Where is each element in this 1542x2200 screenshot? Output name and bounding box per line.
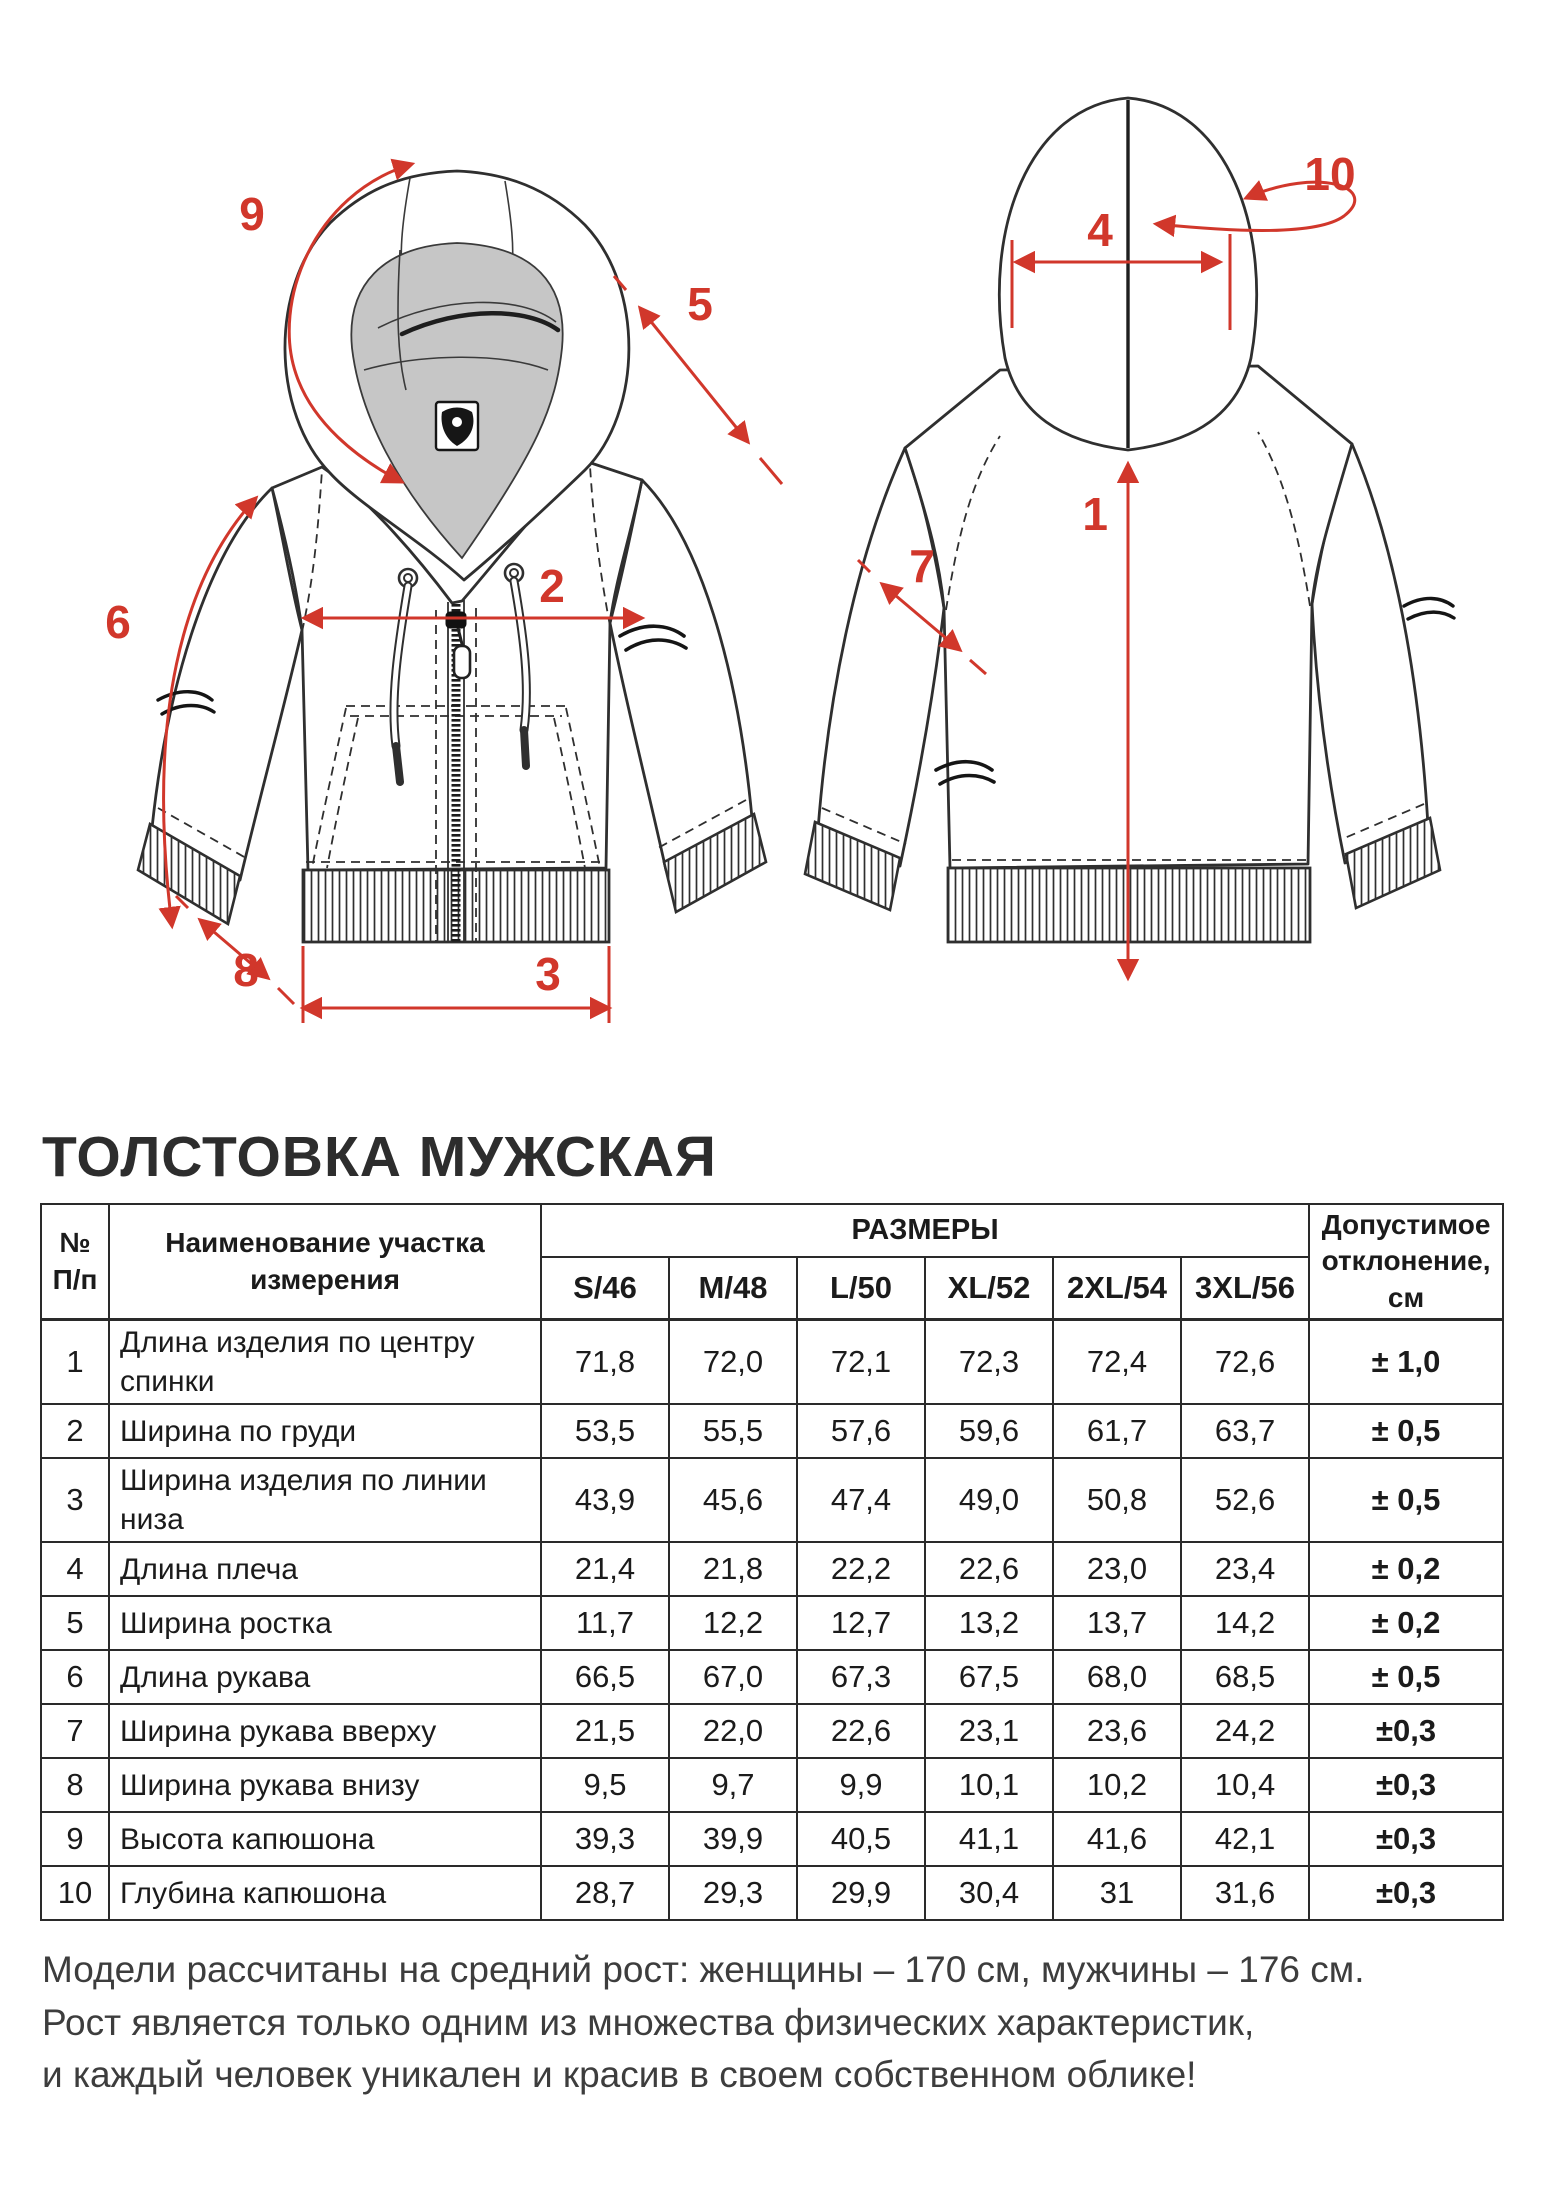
- size-value-cell: 41,6: [1053, 1812, 1181, 1866]
- tolerance-cell: ±0,3: [1309, 1866, 1503, 1920]
- measurement-name-cell: Ширина рукава внизу: [109, 1758, 541, 1812]
- size-value-cell: 52,6: [1181, 1458, 1309, 1542]
- size-value-cell: 49,0: [925, 1458, 1053, 1542]
- tolerance-cell: ±0,3: [1309, 1704, 1503, 1758]
- size-table-row: [41, 1458, 1503, 1542]
- size-value-cell: 66,5: [541, 1650, 669, 1704]
- measure-label-1: 1: [1082, 488, 1108, 540]
- measurement-name-cell: Длина плеча: [109, 1542, 541, 1596]
- size-value-cell: 24,2: [1181, 1704, 1309, 1758]
- measure-label-6: 6: [105, 596, 131, 648]
- size-value-cell: 9,5: [541, 1758, 669, 1812]
- measure-label-8: 8: [233, 944, 259, 996]
- hoodie-measurement-diagram: [0, 18, 1542, 1068]
- tolerance-cell: ± 0,5: [1309, 1458, 1503, 1542]
- row-number-cell: 10: [41, 1866, 109, 1920]
- size-value-cell: 72,3: [925, 1320, 1053, 1405]
- tolerance-cell: ± 0,5: [1309, 1404, 1503, 1458]
- size-value-cell: 47,4: [797, 1458, 925, 1542]
- size-value-cell: 11,7: [541, 1596, 669, 1650]
- size-value-cell: 22,6: [797, 1704, 925, 1758]
- footer-note: [42, 1944, 1512, 2102]
- header-measurement-name: Наименование участка измерения: [109, 1204, 541, 1320]
- size-value-cell: 21,4: [541, 1542, 669, 1596]
- size-table-row: [41, 1866, 1503, 1920]
- size-value-cell: 67,5: [925, 1650, 1053, 1704]
- size-value-cell: 29,3: [669, 1866, 797, 1920]
- size-value-cell: 10,1: [925, 1758, 1053, 1812]
- size-value-cell: 10,2: [1053, 1758, 1181, 1812]
- size-value-cell: 41,1: [925, 1812, 1053, 1866]
- row-number-cell: 9: [41, 1812, 109, 1866]
- back-wrinkle-mark-right: [1404, 598, 1454, 619]
- size-value-cell: 39,3: [541, 1812, 669, 1866]
- size-value-cell: 28,7: [541, 1866, 669, 1920]
- row-number-cell: 1: [41, 1320, 109, 1405]
- size-table-row: [41, 1596, 1503, 1650]
- measurement-name-cell: Длина изделия по центру спинки: [109, 1320, 541, 1405]
- tolerance-cell: ±0,3: [1309, 1812, 1503, 1866]
- size-value-cell: 21,5: [541, 1704, 669, 1758]
- size-value-cell: 9,7: [669, 1758, 797, 1812]
- size-value-cell: 68,5: [1181, 1650, 1309, 1704]
- size-value-cell: 13,7: [1053, 1596, 1181, 1650]
- hood-label-patch: [436, 402, 478, 450]
- size-value-cell: 53,5: [541, 1404, 669, 1458]
- measure-label-7: 7: [909, 540, 935, 592]
- footer-line-2: Рост является только одним из множества физических характеристик,: [42, 2001, 1255, 2043]
- measurement-name-cell: Ширина рукава вверху: [109, 1704, 541, 1758]
- size-value-cell: 29,9: [797, 1866, 925, 1920]
- size-value-cell: 12,2: [669, 1596, 797, 1650]
- header-size-m48: M/48: [669, 1257, 797, 1320]
- header-row-number: № П/п: [41, 1204, 109, 1320]
- size-value-cell: 63,7: [1181, 1404, 1309, 1458]
- header-tolerance: Допустимое отклонение, см: [1309, 1204, 1503, 1320]
- size-table-row: [41, 1812, 1503, 1866]
- row-number-cell: 3: [41, 1458, 109, 1542]
- size-value-cell: 40,5: [797, 1812, 925, 1866]
- measure-label-3: 3: [535, 948, 561, 1000]
- size-value-cell: 67,0: [669, 1650, 797, 1704]
- size-value-cell: 14,2: [1181, 1596, 1309, 1650]
- size-table-row: [41, 1758, 1503, 1812]
- row-number-cell: 6: [41, 1650, 109, 1704]
- row-number-cell: 8: [41, 1758, 109, 1812]
- zipper-slider: [446, 612, 466, 628]
- size-value-cell: 10,4: [1181, 1758, 1309, 1812]
- size-value-cell: 31: [1053, 1866, 1181, 1920]
- footer-line-3: и каждый человек уникален и красив в своем собственном облике!: [42, 2054, 1197, 2096]
- page-title: ТОЛСТОВКА МУЖСКАЯ: [42, 1125, 717, 1190]
- tolerance-cell: ± 0,5: [1309, 1650, 1503, 1704]
- size-table-row: [41, 1650, 1503, 1704]
- measurement-name-cell: Длина рукава: [109, 1650, 541, 1704]
- measurement-name-cell: Ширина ростка: [109, 1596, 541, 1650]
- measure-label-4: 4: [1087, 204, 1113, 256]
- tolerance-cell: ± 1,0: [1309, 1320, 1503, 1405]
- size-value-cell: 23,0: [1053, 1542, 1181, 1596]
- size-value-cell: 45,6: [669, 1458, 797, 1542]
- size-table: [40, 1203, 1504, 1921]
- size-value-cell: 55,5: [669, 1404, 797, 1458]
- measurement-name-cell: Высота капюшона: [109, 1812, 541, 1866]
- zipper-pull: [454, 646, 470, 678]
- size-table-row: [41, 1704, 1503, 1758]
- size-value-cell: 57,6: [797, 1404, 925, 1458]
- size-value-cell: 39,9: [669, 1812, 797, 1866]
- header-size-xl52: XL/52: [925, 1257, 1053, 1320]
- size-value-cell: 72,4: [1053, 1320, 1181, 1405]
- size-value-cell: 72,6: [1181, 1320, 1309, 1405]
- size-value-cell: 61,7: [1053, 1404, 1181, 1458]
- size-value-cell: 22,2: [797, 1542, 925, 1596]
- row-number-cell: 4: [41, 1542, 109, 1596]
- size-value-cell: 23,4: [1181, 1542, 1309, 1596]
- header-sizes-group: РАЗМЕРЫ: [541, 1204, 1309, 1257]
- size-value-cell: 13,2: [925, 1596, 1053, 1650]
- size-value-cell: 23,1: [925, 1704, 1053, 1758]
- measurement-name-cell: Глубина капюшона: [109, 1866, 541, 1920]
- size-value-cell: 9,9: [797, 1758, 925, 1812]
- size-value-cell: 31,6: [1181, 1866, 1309, 1920]
- footer-line-1: Модели рассчитаны на средний рост: женщины – 170 см, мужчины – 176 см.: [42, 1949, 1365, 1990]
- tolerance-cell: ± 0,2: [1309, 1596, 1503, 1650]
- size-value-cell: 22,0: [669, 1704, 797, 1758]
- size-value-cell: 22,6: [925, 1542, 1053, 1596]
- size-value-cell: 72,0: [669, 1320, 797, 1405]
- size-value-cell: 59,6: [925, 1404, 1053, 1458]
- row-number-cell: 2: [41, 1404, 109, 1458]
- size-value-cell: 12,7: [797, 1596, 925, 1650]
- size-value-cell: 30,4: [925, 1866, 1053, 1920]
- header-size-l50: L/50: [797, 1257, 925, 1320]
- size-value-cell: 71,8: [541, 1320, 669, 1405]
- measure-label-2: 2: [539, 560, 565, 612]
- row-number-cell: 7: [41, 1704, 109, 1758]
- tolerance-cell: ±0,3: [1309, 1758, 1503, 1812]
- size-value-cell: 43,9: [541, 1458, 669, 1542]
- size-value-cell: 72,1: [797, 1320, 925, 1405]
- size-table-row: [41, 1404, 1503, 1458]
- header-size-2xl54: 2XL/54: [1053, 1257, 1181, 1320]
- size-table-body: [41, 1320, 1503, 1921]
- row-number-cell: 5: [41, 1596, 109, 1650]
- size-table-row: [41, 1542, 1503, 1596]
- size-table-row: [41, 1320, 1503, 1405]
- size-value-cell: 21,8: [669, 1542, 797, 1596]
- size-table-header: [41, 1204, 1503, 1320]
- size-value-cell: 67,3: [797, 1650, 925, 1704]
- measure-label-9: 9: [239, 188, 265, 240]
- hoodie-diagram-svg: [0, 18, 1542, 1068]
- size-value-cell: 23,6: [1053, 1704, 1181, 1758]
- hoodie-front-view: [138, 171, 766, 942]
- size-value-cell: 50,8: [1053, 1458, 1181, 1542]
- header-size-s46: S/46: [541, 1257, 669, 1320]
- header-size-3xl56: 3XL/56: [1181, 1257, 1309, 1320]
- measurement-name-cell: Ширина по груди: [109, 1404, 541, 1458]
- size-value-cell: 68,0: [1053, 1650, 1181, 1704]
- measure-label-10: 10: [1304, 148, 1356, 200]
- size-value-cell: 42,1: [1181, 1812, 1309, 1866]
- measure-label-5: 5: [687, 278, 713, 330]
- tolerance-cell: ± 0,2: [1309, 1542, 1503, 1596]
- measurement-name-cell: Ширина изделия по линии низа: [109, 1458, 541, 1542]
- size-table-container: [40, 1203, 1502, 1921]
